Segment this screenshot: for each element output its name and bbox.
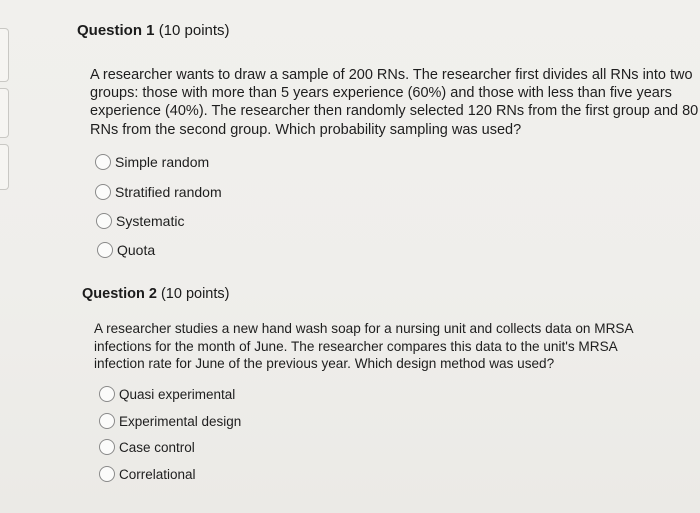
q2-option-correlational[interactable]	[99, 466, 196, 482]
question-1-line: experience (40%). The researcher then randomly selected 120 RNs from the first group and 80	[90, 103, 699, 120]
q1-option-stratified-random[interactable]	[95, 184, 222, 200]
question-2-title: Question 2	[82, 286, 157, 302]
radio-button[interactable]	[99, 386, 115, 402]
radio-button[interactable]	[99, 439, 115, 455]
left-edge-tab	[0, 144, 9, 190]
radio-button[interactable]	[96, 213, 112, 229]
option-label: Quota	[117, 242, 156, 258]
left-edge-tab	[0, 28, 9, 82]
left-edge-tab	[0, 88, 9, 138]
option-label: Simple random	[115, 154, 210, 170]
question-1-line: groups: those with more than 5 years experience (60%) and those with less than five years	[90, 85, 672, 102]
radio-button[interactable]	[97, 242, 113, 258]
option-label: Stratified random	[115, 184, 222, 200]
radio-button[interactable]	[99, 466, 115, 482]
question-2-text	[94, 320, 634, 373]
option-label: Quasi experimental	[119, 386, 236, 402]
option-label: Experimental design	[119, 413, 242, 429]
question-2-line: infections for the month of June. The researcher compares this data to the unit's MRSA	[94, 338, 618, 354]
radio-button[interactable]	[95, 154, 111, 170]
question-2-heading	[82, 286, 229, 302]
q2-option-case-control[interactable]	[99, 439, 195, 455]
question-1-line: A researcher wants to draw a sample of 200 RNs. The researcher first divides all RNs into two	[90, 67, 693, 83]
question-2-points: (10 points)	[160, 286, 230, 302]
q1-option-quota[interactable]	[97, 242, 155, 258]
option-label: Correlational	[119, 466, 196, 482]
question-2-line: A researcher studies a new hand wash soap for a nursing unit and collects data on MRSA	[94, 321, 634, 336]
question-1-text	[90, 66, 698, 139]
q2-option-experimental-design[interactable]	[99, 413, 241, 429]
question-1-title: Question 1	[77, 22, 155, 39]
radio-button[interactable]	[95, 184, 111, 200]
q1-option-systematic[interactable]	[96, 213, 184, 229]
q1-option-simple-random[interactable]	[95, 154, 209, 170]
q2-option-quasi-experimental[interactable]	[99, 386, 235, 402]
question-1-heading	[77, 22, 230, 39]
option-label: Case control	[119, 439, 195, 455]
radio-button[interactable]	[99, 413, 115, 429]
question-1-line: RNs from the second group. Which probability sampling was used?	[90, 121, 522, 138]
question-1-points: (10 points)	[158, 22, 230, 39]
option-label: Systematic	[116, 213, 185, 229]
question-2-line: infection rate for June of the previous year. Which design method was used?	[94, 356, 555, 371]
